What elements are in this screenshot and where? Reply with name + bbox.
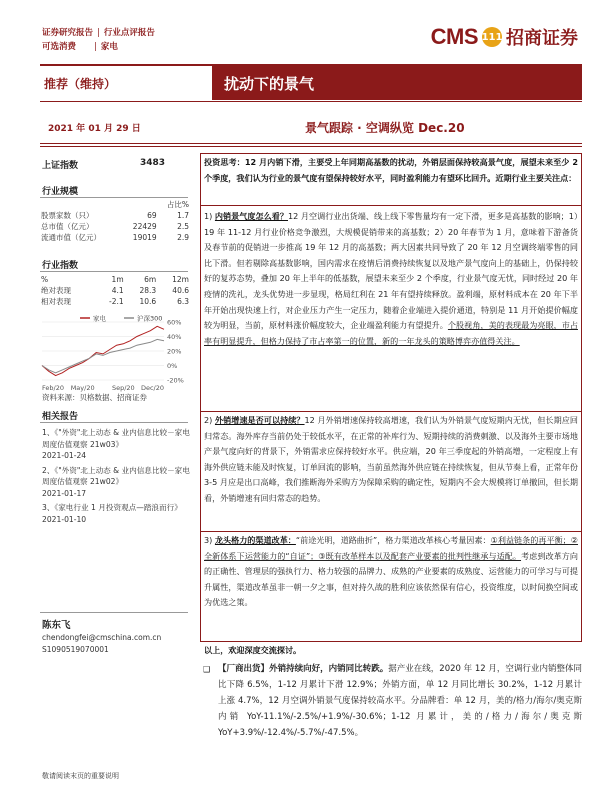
report-title: 扰动下的景气: [212, 66, 582, 100]
y-tick-label: 40%: [167, 333, 182, 341]
divider: [200, 531, 582, 532]
logo-cms-text: CMS: [430, 24, 478, 49]
logo-cn-text: 招商证券: [506, 28, 578, 49]
table-row: 股票家数（只） 69 1.7: [41, 211, 189, 220]
y-tick-label: 60%: [167, 318, 182, 327]
pct-header: 占比%: [166, 200, 189, 209]
table-row: 相对表现 -2.1 10.6 6.3: [41, 297, 189, 306]
divider: [200, 205, 582, 206]
related-item[interactable]: 2、《"外资"北上动态 & 业内信息比较－家电周度估值观察 21w02》 2021-01-17: [42, 465, 190, 498]
footer-disclaimer: 敬请阅读末页的重要说明: [42, 772, 119, 780]
related-title: 相关报告: [42, 412, 79, 422]
report-type: 证券研究报告: [42, 28, 94, 38]
divider: [40, 612, 188, 613]
x-tick-label: Sep/20: [111, 384, 135, 392]
related-list: [42, 427, 190, 525]
index-label: 上证指数: [42, 161, 79, 171]
subsector: 家电: [100, 42, 118, 52]
scale-title: 行业规模: [42, 187, 79, 197]
x-tick-label: May/20: [70, 384, 95, 392]
divider: [200, 411, 582, 412]
perf-table: % 1m 6m 12m 绝对表现 4.1 28.3 40.6 相对表现 -2.1 10.6 6.3: [41, 275, 189, 306]
point-3: 3) 龙头格力的渠道改革：“前途光明，道路曲折”，格力渠道改革核心考量因素：①利益链条的再平衡；②全新体系下运营能力的“自证”；③既有改革样本以及配套产业要素的批判性继承与适配。考虑到改革方向的正确性、管理层的强执行力、格力较强的品牌力、成熟的产业要素的成熟度、运营能力的可学习与可提升属性，渠道改革虽非一朝一夕之事，但对持久战的胜利应该依然保有信心，投资维度，以时间换空间或为优选之策。: [204, 535, 579, 608]
index-value: 3483: [140, 158, 166, 168]
industry-index-chart: [40, 314, 190, 398]
logo-badge-icon: 111: [482, 27, 502, 47]
report-meta: 证券研究报告 | 行业点评报告 可选消费 | 家电: [42, 28, 155, 52]
report-date: 2021 年 01 月 29 日: [48, 124, 141, 134]
analyst-id: S1090519070001: [42, 645, 109, 654]
rating: 推荐（维持）: [44, 76, 117, 91]
summary: 投资思考：12 月内销下滑，主要受上年同期高基数的扰动，外销层面保持较高景气度，展望未来至少 2 个季度，我们认为行业的景气度有望保持较好水平，同时盈利能力有望环比回升。近期行业主要关注点：: [204, 157, 578, 183]
x-tick-label: Feb/20: [42, 384, 64, 392]
chart-grid: [42, 319, 184, 393]
legend-label: 沪深300: [137, 314, 163, 323]
table-row: 绝对表现 4.1 28.3 40.6: [41, 286, 189, 295]
y-tick-label: -20%: [167, 376, 184, 385]
factory-shipment: 【厂商出货】外销持续向好，内销同比转跌。据产业在线，2020 年 12 月，空调行业内销整体同比下降 6.5%，1-12 月累计下滑 12.9%；外销方面，单 12 月同比增长 30.2%，1-12 月累计上涨 4.7%，12 月空调外销景气度保持较高水平。分品牌看：单 12 月，美的/格力/海尔/奥克斯内销 YoY-11.1%/-2.5%/+1.9%/-30.6%；1-12 月累计，美的/格力/海尔/奥克斯 YoY+3.9%/-12.4%/-5.7%/-47.5%。: [218, 664, 582, 738]
divider: [40, 422, 188, 423]
table-row: 流通市值（亿元） 19019 2.9: [41, 233, 189, 242]
chart-source: 资料来源：贝格数据、招商证券: [42, 393, 147, 402]
sector: 可选消费: [42, 42, 77, 52]
series-line-1: [42, 339, 164, 372]
y-tick-label: 0%: [167, 362, 178, 370]
divider: [40, 271, 188, 272]
x-tick-label: Dec/20: [140, 384, 164, 392]
analyst-name: 陈东飞: [42, 620, 71, 631]
closing: 以上，欢迎深度交流探讨。: [204, 645, 302, 655]
divider: [40, 143, 582, 147]
divider: [200, 641, 582, 642]
report-subtitle: 景气跟踪 · 空调纵览 Dec.20: [305, 121, 465, 135]
point-1: 1) 内销景气度怎么看？12 月空调行业出货端、线上线下零售量均有一定下滑，更多是高基数的影响；1）19 年 11-12 月行业价格竞争激烈，大规模促销带来的高基数；2）20 年春节为 1 月，意味着下游备货及春节前的促销进一步推高 19 年 12 月的高基数；两大因素共同导致了 20 年 12 月空调终端零售的同比下滑。但若剔除高基数影响，国内需求在疫情后消费持续恢复以及地产景气度向上的基础上，仍保持较好的复苏态势，叠加 20 年上半年的低基数，展望未来至少 2 个季度，行业景气度无忧，同时经过 20 年疫情的洗礼，龙头优势进一步显现，格局红利在 21 年有望持续释放。盈利端，原材料成本在 20 年下半年开始出现快速上行，对企业压力产生一定压力，随着企业端进入提价通道，特别是 11 月开始提价幅度较为明显，当前，原材料涨价幅度较大，企业端盈利能力有望提升。个股视角，美的表现最为亮眼，市占率有明显提升，但格力保持了市占率第一的位置，新的一年龙头的策略博弈亦值得关注。: [204, 211, 578, 346]
related-item[interactable]: 3、《家电行业 1 月投资观点—踏浪而行》 2021-01-10: [42, 503, 182, 524]
y-tick-label: 20%: [167, 347, 182, 356]
cms-logo: [431, 22, 578, 52]
report-category: 行业点评报告: [103, 28, 155, 38]
legend-label: 家电: [93, 314, 106, 323]
divider: [40, 197, 188, 198]
table-row: 总市值（亿元） 22429 2.5: [41, 222, 189, 231]
analyst-email[interactable]: chendongfei@cmschina.com.cn: [42, 633, 162, 642]
bullet-square-icon: ❑: [203, 665, 211, 674]
related-item[interactable]: 1、《"外资"北上动态 & 业内信息比较－家电周度估值观察 21w03》 2021-01-24: [42, 428, 190, 460]
point-2: 2) 外销增速是否可以持续？12 月外销增速保持较高增速，我们认为外销景气度短期内无忧，但长期应回归常态。海外库存当前仍处于较低水平，在正常的补库行为、短期持续的消费刺激、以及海外主要市场地产景气度向好的背景下，外销需求应保持较好水平。供应端，20 年三季度起的外销高增，一定程度上有海外供应链未能及时恢复，订单回流的影响，当前虽然海外供应链在持续恢复，但从节奏上看，正常年份 3-5 月应是出口高峰，我们推断海外采购方为保障采购的确定性，短期内不会大规模将订单撤回，但长期看，外销增速有回归常态的趋势。: [204, 415, 578, 503]
scale-table: [40, 199, 190, 243]
perf-title: 行业指数: [42, 261, 79, 271]
chart-legend: [80, 314, 162, 323]
